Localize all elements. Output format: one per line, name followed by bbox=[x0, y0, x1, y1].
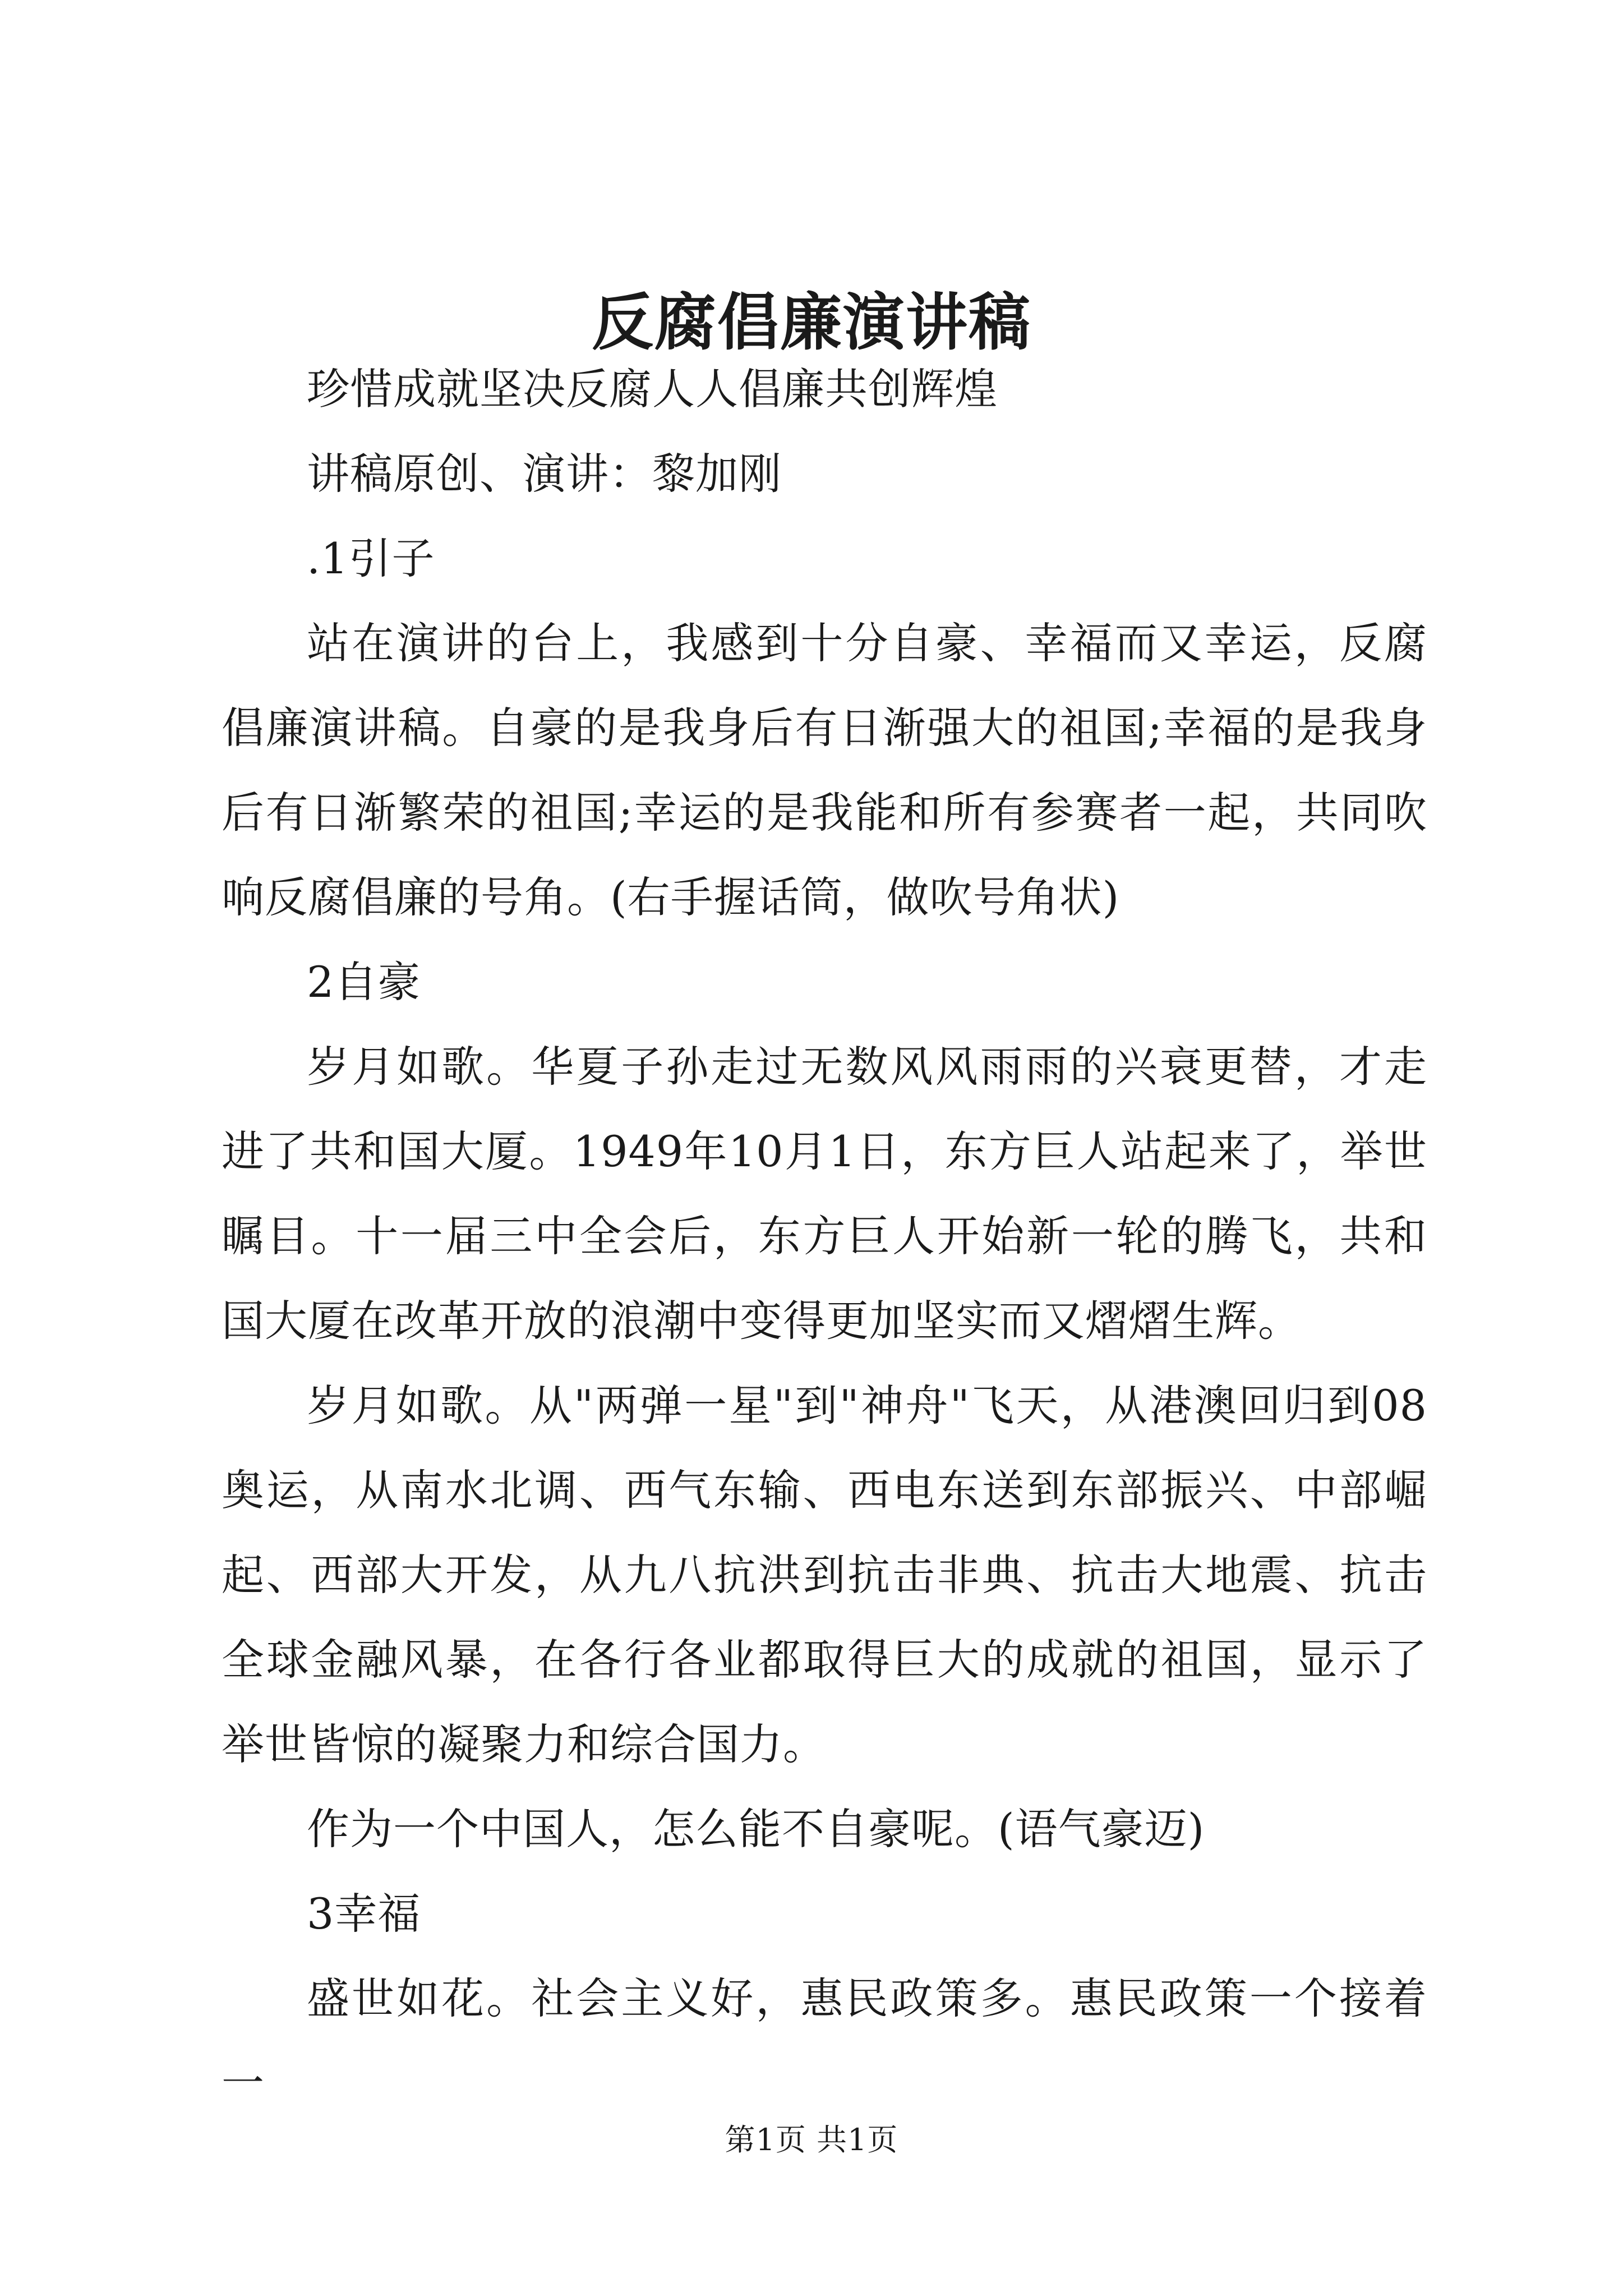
section-heading-pride: 2自豪 bbox=[307, 957, 421, 1007]
document-body bbox=[222, 347, 1427, 2125]
section-heading-intro: .1引子 bbox=[307, 533, 435, 583]
paragraph: 岁月如歌。从"两弹一星"到"神舟"飞天，从港澳回归到08奥运，从南水北调、西气东输、西电东送到东部振兴、中部崛起、西部大开发，从九八抗洪到抗击非典、抗击大地震、抗击全球金融风暴，在各行各业都取得巨大的成就的祖国，显示了举世皆惊的凝聚力和综合国力。 bbox=[222, 1381, 1427, 1769]
paragraph: 作为一个中国人，怎么能不自豪呢。(语气豪迈) bbox=[307, 1804, 1205, 1854]
page-footer: 第1页 共1页 bbox=[725, 2122, 898, 2157]
paragraph: 岁月如歌。华夏子孙走过无数风风雨雨的兴衰更替，才走进了共和国大厦。1949年10月1日，东方巨人站起来了，举世瞩目。十一届三中全会后，东方巨人开始新一轮的腾飞，共和国大厦在改革开放的浪潮中变得更加坚实而又熠熠生辉。 bbox=[222, 1042, 1427, 1346]
paragraph-subtitle: 珍惜成就坚决反腐人人倡廉共创辉煌 bbox=[307, 364, 998, 414]
paragraph: 站在演讲的台上，我感到十分自豪、幸福而又幸运，反腐倡廉演讲稿。自豪的是我身后有日渐强大的祖国;幸福的是我身后有日渐繁荣的祖国;幸运的是我能和所有参赛者一起，共同吹响反腐倡廉的号角。(右手握话筒，做吹号角状) bbox=[222, 618, 1427, 922]
section-heading-happiness: 3幸福 bbox=[307, 1889, 421, 1939]
page-title: 反腐倡廉演讲稿 bbox=[592, 286, 1031, 358]
paragraph-author: 讲稿原创、演讲：黎加刚 bbox=[307, 449, 782, 499]
paragraph: 盛世如花。社会主义好，惠民政策多。惠民政策一个接着一 bbox=[222, 1973, 1427, 2108]
